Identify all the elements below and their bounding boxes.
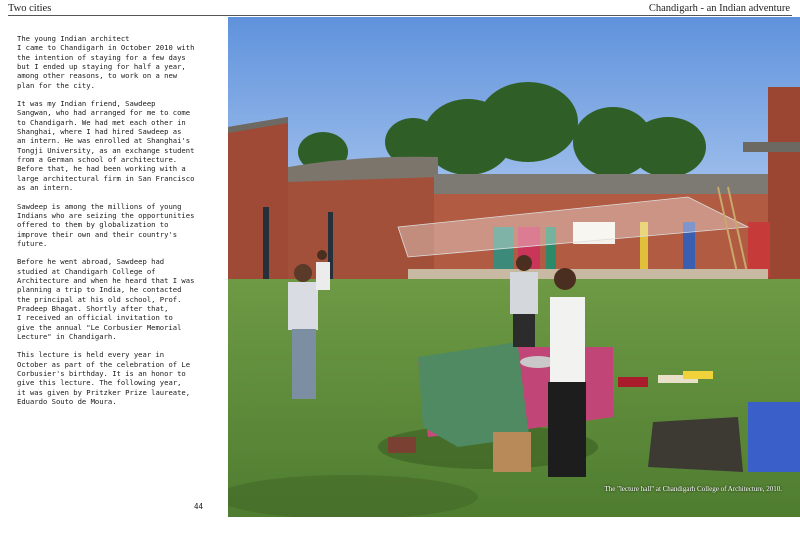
paragraph-4: Before he went abroad, Sawdeep had studied at Chandigarh College of Architecture and when he heard that I was planning a trip to India, he contacted the principal at his old school, Prof. Pradeep Bhagat. Shortly after that, I received an official invitation to give the annual "Le Corbusier Memorial Lecture" in Chandigarh. [17,257,195,341]
photo-caption: The "lecture hall" at Chandigarh College of Architecture, 2010. [604,485,782,493]
courtyard-illustration [228,17,800,517]
body-text-column [17,34,217,415]
wooden-box [493,432,531,472]
paragraph-2: It was my Indian friend, Sawdeep Sangwan, who had arranged for me to come to Chandigarh. We had met each other in Shanghai, where I had hired Sawdeep as an intern. He was enrolled at Shanghai's Tongji University, as an exchange student from a German school of architecture. Before that, he had been working with a large architectural firm in San Francisco as an intern. [17,99,195,193]
floor-mat [648,417,743,472]
courtyard-photo [228,17,800,517]
paragraph-5: This lecture is held every year in October as part of the celebration of Le Corbusier's birthday. It is an honor to give this lecture. The following year, it was given by Pritzker Prize laureate, Eduardo Souto de Moura. [17,350,191,407]
paragraph-1: The young Indian architect I came to Chandigarh in October 2010 with the intention of staying for a few days but I ended up staying for half a year, among other reasons, to work on a new plan for the city. [17,34,195,90]
running-head-left: Two cities [8,3,52,14]
paragraph-3: Sawdeep is among the millions of young Indians who are seizing the opportunities offered to them by globalization to improve their own and their country's future. [17,201,195,248]
header-rule [8,15,792,16]
page-number: 44 [194,502,204,511]
blue-crates [748,402,800,472]
running-head-right: Chandigarh - an Indian adventure [648,3,790,14]
